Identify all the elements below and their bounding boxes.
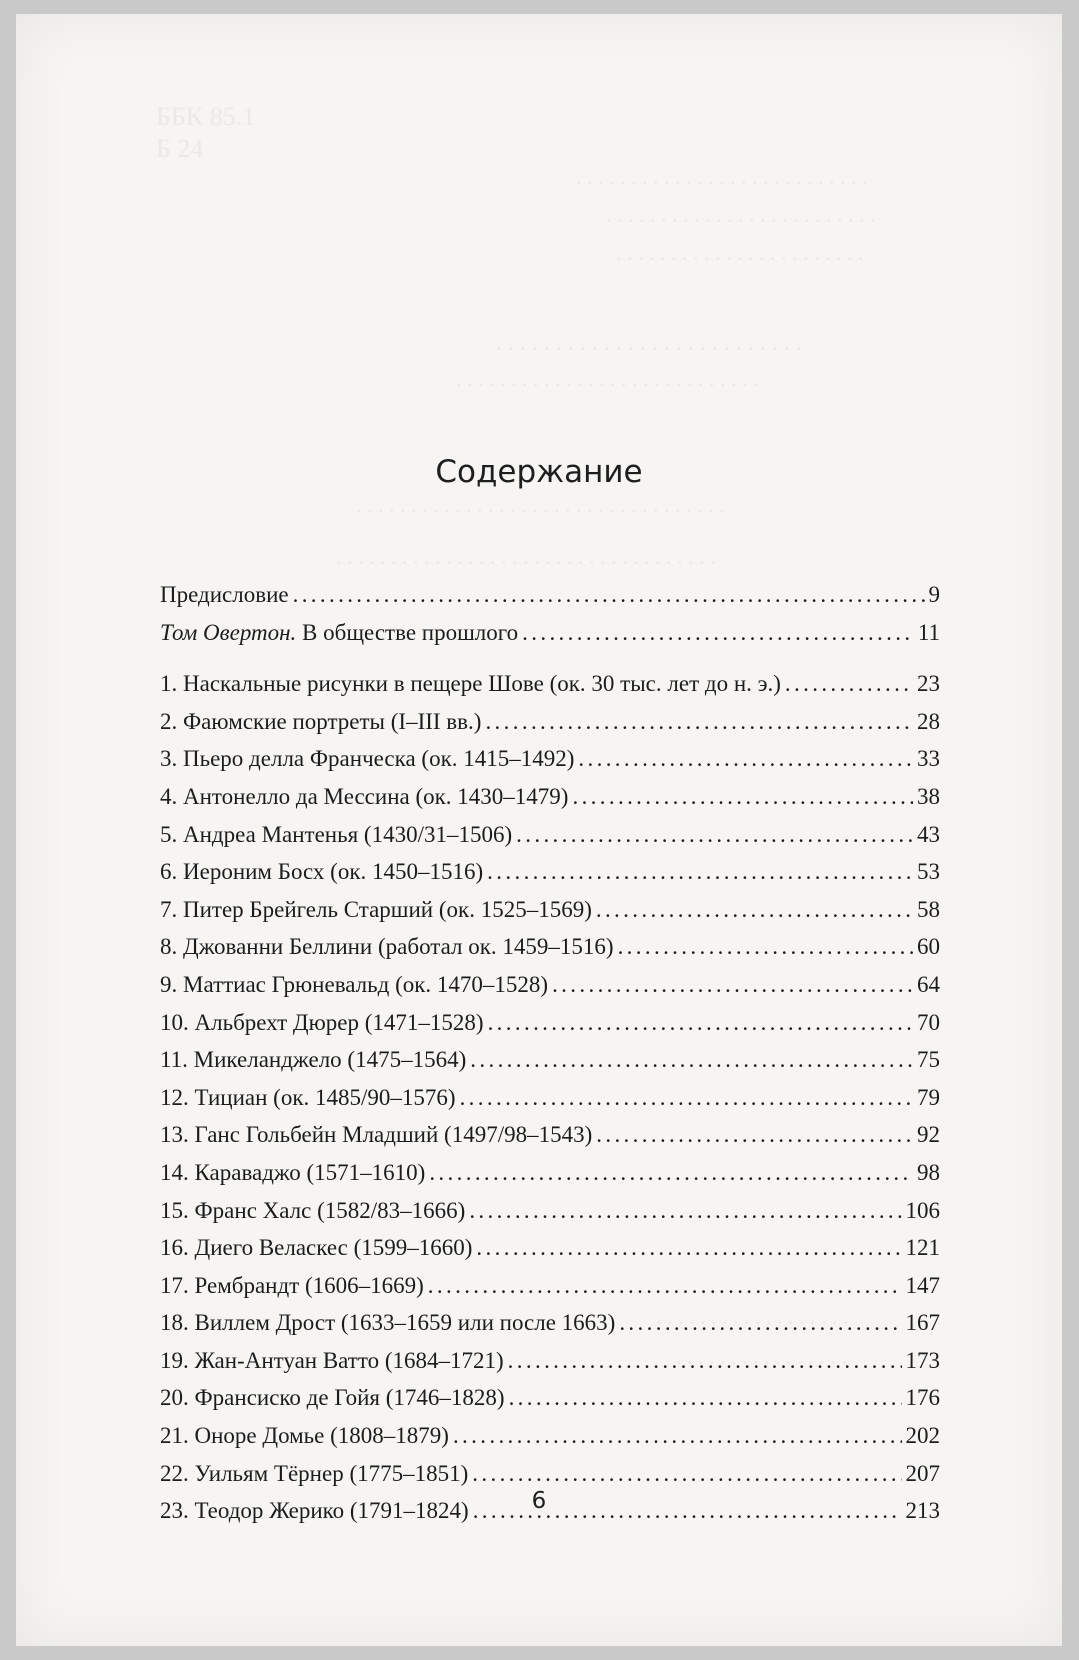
leader-dots — [572, 778, 913, 816]
toc-entry-label: 1. Наскальные рисунки в пещере Шове (ок. 30 тыс. лет до н. э.) — [160, 671, 781, 697]
toc-entry-chapter — [160, 1041, 940, 1079]
toc-entry-label: 8. Джованни Беллини (работал ок. 1459–1516) — [160, 934, 614, 960]
toc-entry-chapter — [160, 703, 940, 741]
toc-entry-chapter — [160, 928, 940, 966]
toc-entry-chapter — [160, 1455, 940, 1493]
chapter-list — [160, 665, 940, 1530]
leader-dots — [785, 665, 913, 703]
toc-entry-page: 23 — [917, 671, 940, 697]
leader-dots — [472, 1455, 901, 1493]
show-through-text: . . . . . . . . . . . . . . . . . . . . . . . . . . . . . . . . . . . — [336, 544, 716, 569]
leader-dots — [460, 1079, 913, 1117]
toc-entry-chapter — [160, 891, 940, 929]
toc-entry-page: 33 — [917, 746, 940, 772]
toc-entry-page: 9 — [928, 582, 940, 607]
toc-entry-label: 5. Андреа Мантенья (1430/31–1506) — [160, 821, 513, 847]
toc-entry-page: 38 — [917, 783, 940, 809]
toc-entry-page: 98 — [917, 1159, 940, 1185]
toc-entry-page: 202 — [905, 1423, 940, 1449]
toc-entry-label: 13. Ганс Гольбейн Младший (1497/98–1543) — [160, 1122, 593, 1148]
toc-entry-chapter — [160, 1154, 940, 1192]
toc-entry-author: Том Овертон. — [160, 619, 297, 645]
toc-entry-page: 167 — [905, 1310, 940, 1336]
toc-entry-label: 6. Иероним Босх (ок. 1450–1516) — [160, 859, 484, 885]
leader-dots — [485, 703, 913, 741]
show-through-text: . . . . . . . . . . . . . . . . . . . . . . . . . . — [496, 330, 802, 356]
leader-dots — [578, 740, 913, 778]
show-through-text: . . . . . . . . . . . . . . . . . . . . . . . . . — [606, 202, 876, 227]
toc-entry-page: 207 — [905, 1460, 940, 1486]
toc-entry-label: 15. Франс Халс (1582/83–1666) — [160, 1197, 466, 1223]
toc-entry-chapter — [160, 1379, 940, 1417]
toc-entry-label: 12. Тициан (ок. 1485/90–1576) — [160, 1084, 456, 1110]
show-through-text: . . . . . . . . . . . . . . . . . . . . . . . . . . . — [576, 164, 868, 189]
leader-dots — [453, 1417, 902, 1455]
leader-dots — [522, 614, 914, 652]
toc-entry-chapter — [160, 740, 940, 778]
toc-entry-page: 28 — [917, 708, 940, 734]
toc-entry-page: 173 — [905, 1347, 940, 1373]
leader-dots — [509, 1379, 902, 1417]
leader-dots — [552, 966, 913, 1004]
toc-entry-label: 3. Пьеро делла Франческа (ок. 1415–1492) — [160, 746, 575, 772]
toc-entry-chapter — [160, 1192, 940, 1230]
leader-dots — [469, 1192, 901, 1230]
table-of-contents — [160, 576, 940, 1530]
leader-dots — [470, 1041, 913, 1079]
toc-entry-chapter — [160, 1079, 940, 1117]
leader-dots — [293, 576, 925, 614]
toc-entry-chapter — [160, 665, 940, 703]
toc-entry-label: Предисловие — [160, 582, 289, 607]
toc-entry-label: 17. Рембрандт (1606–1669) — [160, 1272, 424, 1298]
leader-dots — [508, 1342, 902, 1380]
toc-entry-label: 20. Франсиско де Гойя (1746–1828) — [160, 1385, 505, 1411]
toc-entry-label: 2. Фаюмские портреты (I–III вв.) — [160, 708, 482, 734]
toc-entry-page: 75 — [917, 1047, 940, 1073]
toc-entry-page: 147 — [905, 1272, 940, 1298]
toc-entry-page: 106 — [905, 1197, 940, 1223]
show-through-text: . . . . . . . . . . . . . . . . . . . . . . . . . . . . — [456, 366, 759, 391]
toc-entry-label: 19. Жан-Антуан Ватто (1684–1721) — [160, 1347, 504, 1373]
toc-entry-label — [160, 614, 518, 652]
leader-dots — [619, 1304, 901, 1342]
toc-entry-chapter — [160, 816, 940, 854]
toc-entry-page: 53 — [917, 859, 940, 885]
contents-heading: Содержание — [435, 454, 643, 490]
book-page — [16, 14, 1062, 1646]
show-through-text: . . . . . . . . . . . . . . . . . . . . . . . . . . . . . . . . . . — [356, 492, 725, 517]
show-through-text: . . . . . . . . . . . . . . . . . . . . . . . — [616, 240, 864, 265]
toc-entry-page: 43 — [917, 821, 940, 847]
toc-entry-label: 16. Диего Веласкес (1599–1660) — [160, 1235, 473, 1261]
toc-entry-chapter — [160, 778, 940, 816]
toc-entry-page: 58 — [917, 896, 940, 922]
toc-entry-label: 23. Теодор Жерико (1791–1824) — [160, 1498, 469, 1524]
leader-dots — [429, 1154, 913, 1192]
leader-dots — [618, 928, 913, 966]
toc-entry-label: 22. Уильям Тёрнер (1775–1851) — [160, 1460, 469, 1486]
show-through-text: Б 24 — [156, 134, 204, 163]
toc-entry-label: 10. Альбрехт Дюрер (1471–1528) — [160, 1009, 484, 1035]
show-through-text: . . . . . . . . . . . . . . . . — [676, 1344, 847, 1369]
section-gap — [160, 651, 940, 665]
toc-entry-chapter — [160, 1417, 940, 1455]
toc-entry-chapter — [160, 1116, 940, 1154]
toc-entry-chapter — [160, 1004, 940, 1042]
toc-entry-chapter — [160, 853, 940, 891]
toc-entry-introduction — [160, 614, 940, 652]
toc-entry-preface — [160, 576, 940, 614]
toc-entry-page: 176 — [905, 1385, 940, 1411]
page-number: 6 — [531, 1488, 547, 1514]
toc-entry-page: 92 — [917, 1122, 940, 1148]
leader-dots — [487, 853, 913, 891]
toc-entry-chapter — [160, 1267, 940, 1305]
toc-entry-title: В обществе прошлого — [296, 619, 519, 645]
toc-entry-page: 11 — [917, 619, 940, 645]
toc-entry-label: 11. Микеланджело (1475–1564) — [160, 1047, 467, 1073]
toc-entry-chapter — [160, 1304, 940, 1342]
toc-entry-label: 18. Виллем Дрост (1633–1659 или после 1663) — [160, 1310, 616, 1336]
leader-dots — [428, 1267, 902, 1305]
show-through-text: . . . . . . . . . . . . . . . . . . — [656, 1304, 849, 1329]
leader-dots — [516, 816, 913, 854]
toc-entry-page: 60 — [917, 934, 940, 960]
toc-entry-label: 14. Караваджо (1571–1610) — [160, 1159, 426, 1185]
show-through-text: ББК 85.1 — [156, 102, 256, 131]
toc-entry-chapter — [160, 1229, 940, 1267]
toc-entry-page: 70 — [917, 1009, 940, 1035]
toc-entry-label: 7. Питер Брейгель Старший (ок. 1525–1569) — [160, 896, 592, 922]
toc-entry-page: 64 — [917, 971, 940, 997]
toc-entry-page: 121 — [905, 1235, 940, 1261]
leader-dots — [488, 1004, 913, 1042]
toc-entry-chapter — [160, 966, 940, 1004]
toc-entry-label: 9. Маттиас Грюневальд (ок. 1470–1528) — [160, 971, 549, 997]
leader-dots — [596, 891, 913, 929]
leader-dots — [596, 1116, 913, 1154]
toc-entry-label: 4. Антонелло да Мессина (ок. 1430–1479) — [160, 783, 569, 809]
toc-entry-chapter — [160, 1342, 940, 1380]
leader-dots — [476, 1229, 901, 1267]
toc-entry-page: 79 — [917, 1084, 940, 1110]
toc-entry-page: 213 — [905, 1498, 940, 1524]
toc-entry-label: 21. Оноре Домье (1808–1879) — [160, 1423, 449, 1449]
